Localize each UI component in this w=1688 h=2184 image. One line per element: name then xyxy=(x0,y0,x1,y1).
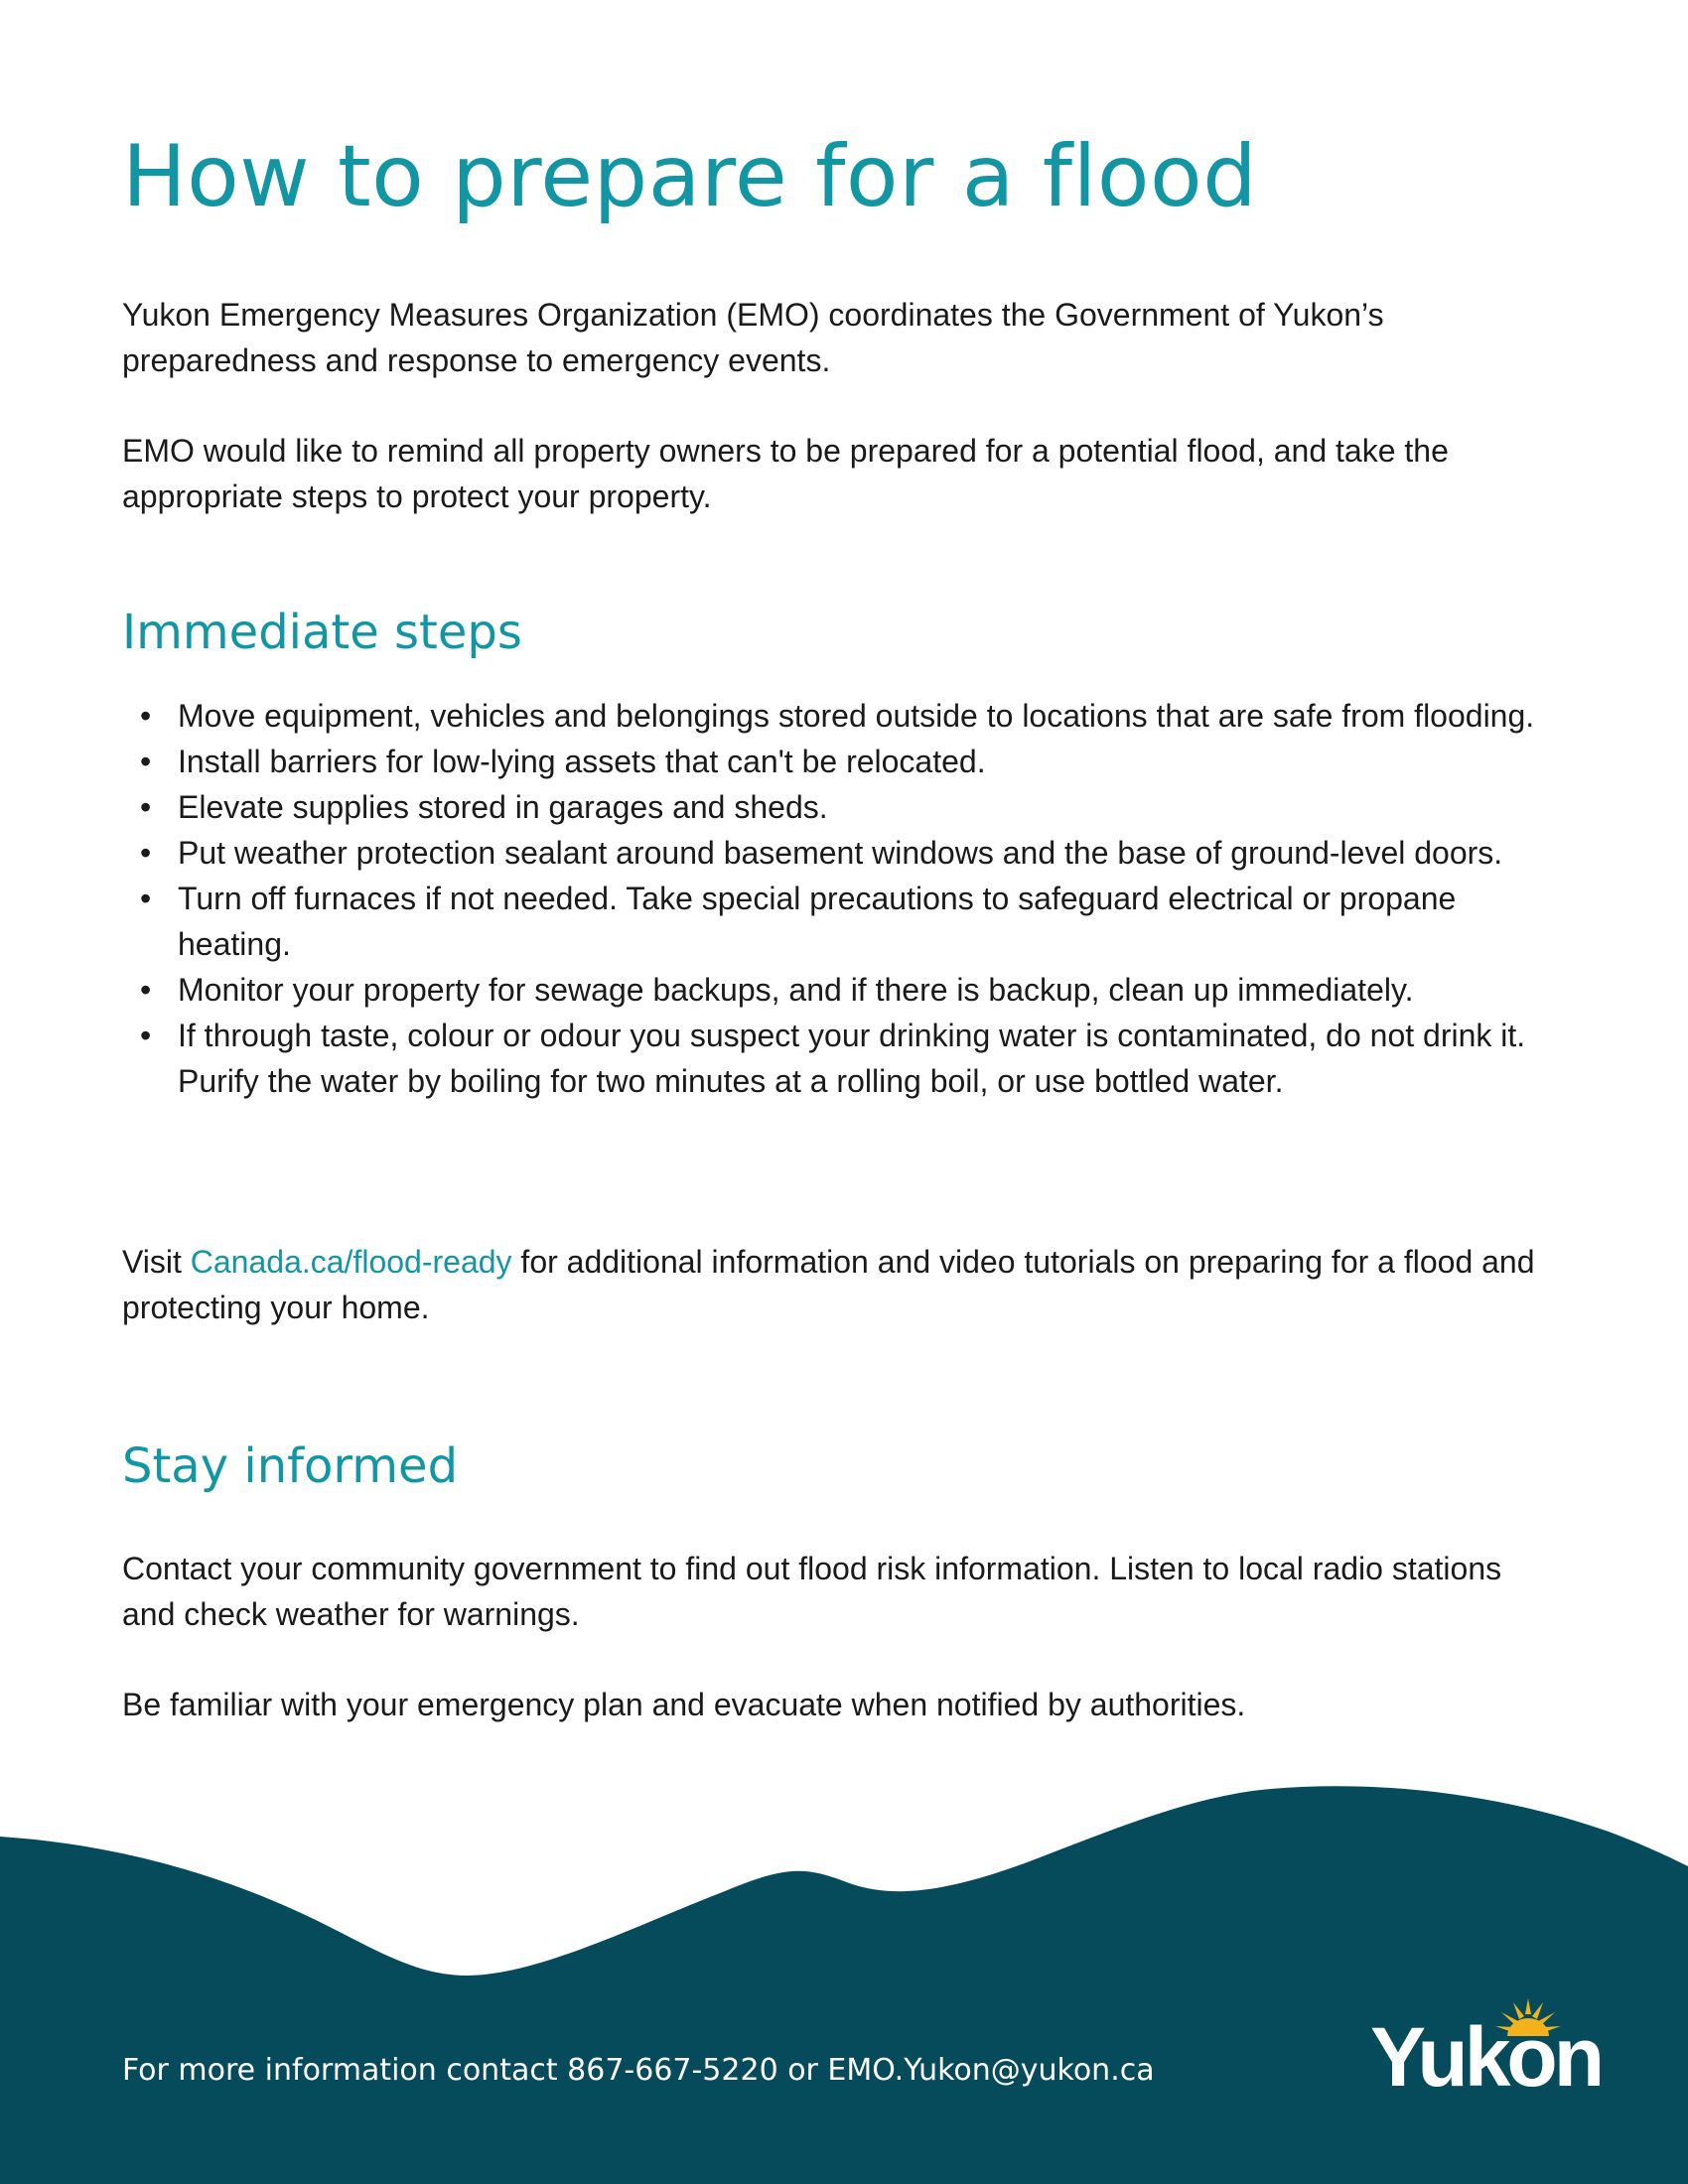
immediate-steps-list xyxy=(122,693,1542,1104)
bullet-icon: • xyxy=(140,835,152,871)
list-item-text: Elevate supplies stored in garages and sheds. xyxy=(178,789,828,825)
visit-prefix: Visit xyxy=(122,1244,191,1280)
intro-paragraph-1: Yukon Emergency Measures Organization (EMO) coordinates the Government of Yukon’s preparedness and response to emergency events. xyxy=(122,297,1384,378)
list-item-text: If through taste, colour or odour you suspect your drinking water is contaminated, do not drink it. Purify the water by boiling for two minutes at a rolling boil, or use bottled water. xyxy=(178,1018,1526,1099)
flood-ready-link[interactable]: Canada.ca/flood-ready xyxy=(190,1244,512,1280)
visit-paragraph xyxy=(122,1239,1542,1330)
list-item-text: Install barriers for low-lying assets that can't be relocated. xyxy=(178,744,986,779)
bullet-icon: • xyxy=(140,972,152,1008)
yukon-logo-text: Yukon xyxy=(1370,2010,1602,2104)
stay-informed-heading: Stay informed xyxy=(122,1438,459,1494)
list-item-text: Turn off furnaces if not needed. Take special precautions to safeguard electrical or propane heating. xyxy=(178,881,1457,962)
bullet-icon: • xyxy=(140,744,152,779)
visit-suffix: for additional information and video tutorials on preparing for a flood and protecting your home. xyxy=(122,1244,1535,1325)
immediate-steps-heading: Immediate steps xyxy=(122,605,522,660)
intro-paragraph-2: EMO would like to remind all property owners to be prepared for a potential flood, and take the appropriate steps to protect your property. xyxy=(122,433,1449,514)
bullet-icon: • xyxy=(140,881,152,916)
informed-paragraph-1: Contact your community government to find out flood risk information. Listen to local radio stations and check weather for warnings. xyxy=(122,1551,1502,1632)
list-item xyxy=(122,1013,1542,1104)
footer-wave xyxy=(0,1767,1688,2184)
list-item xyxy=(122,739,1542,784)
bullet-icon: • xyxy=(140,789,152,825)
page-title: How to prepare for a flood xyxy=(122,127,1258,226)
yukon-logo xyxy=(1370,1990,1618,2110)
list-item xyxy=(122,830,1542,876)
footer-contact: For more information contact 867-667-5220 or EMO.Yukon@yukon.ca xyxy=(122,2053,1155,2088)
list-item-text: Move equipment, vehicles and belongings stored outside to locations that are safe from flooding. xyxy=(178,698,1535,734)
list-item-text: Put weather protection sealant around basement windows and the base of ground-level doors. xyxy=(178,835,1503,871)
list-item xyxy=(122,784,1542,830)
list-item-text: Monitor your property for sewage backups, and if there is backup, clean up immediately. xyxy=(178,972,1414,1008)
list-item xyxy=(122,967,1542,1013)
bullet-icon: • xyxy=(140,1018,152,1053)
informed-paragraph-2: Be familiar with your emergency plan and evacuate when notified by authorities. xyxy=(122,1687,1246,1722)
list-item xyxy=(122,693,1542,739)
bullet-icon: • xyxy=(140,698,152,734)
list-item xyxy=(122,876,1542,967)
